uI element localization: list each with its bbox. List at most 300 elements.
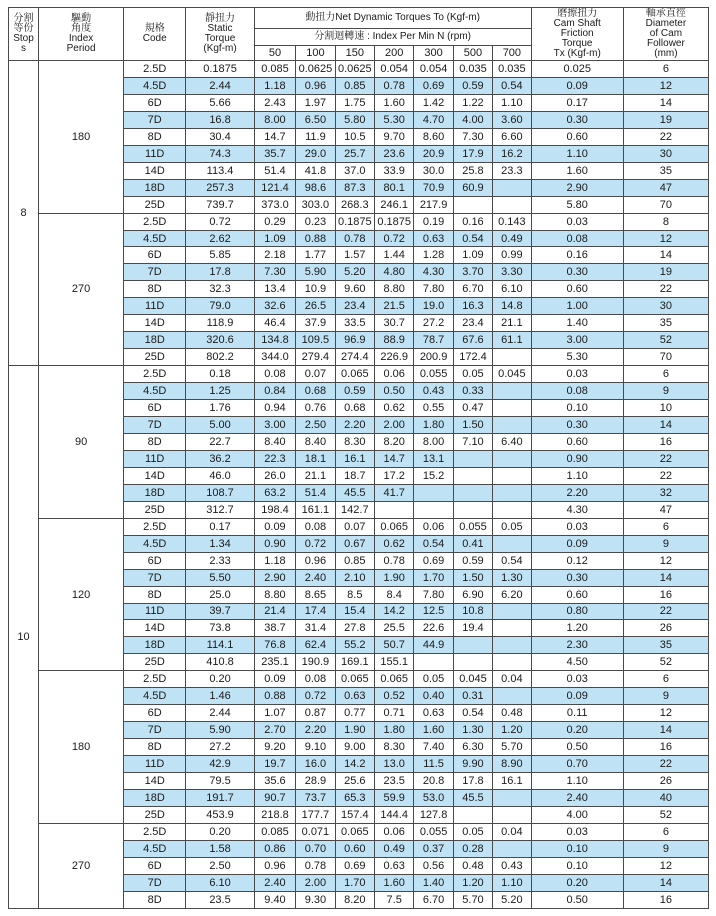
- static-torque-cell: 1.46: [186, 688, 254, 705]
- dynamic-torque-cell: 25.6: [335, 773, 374, 790]
- dynamic-torque-cell: 155.1: [375, 654, 414, 671]
- dynamic-torque-cell: 0.88: [296, 230, 335, 247]
- friction-torque-cell: 0.20: [531, 722, 623, 739]
- dynamic-torque-cell: 0.31: [453, 688, 492, 705]
- friction-torque-cell: 0.30: [531, 264, 623, 281]
- friction-torque-cell: 0.08: [531, 230, 623, 247]
- dynamic-torque-cell: 0.63: [414, 230, 453, 247]
- dynamic-torque-cell: 9.30: [296, 891, 335, 908]
- stops-cell: 10: [9, 366, 39, 909]
- friction-torque-cell: 0.09: [531, 77, 623, 94]
- dynamic-torque-cell: 0.62: [375, 400, 414, 417]
- table-row: [9, 213, 709, 230]
- static-torque-cell: 114.1: [186, 637, 254, 654]
- friction-torque-cell: 0.30: [531, 417, 623, 434]
- dynamic-torque-cell: 0.48: [493, 705, 531, 722]
- static-torque-cell: 32.3: [186, 281, 254, 298]
- code-cell: 14D: [124, 773, 186, 790]
- dynamic-torque-cell: 8.80: [375, 281, 414, 298]
- friction-torque-cell: 1.00: [531, 298, 623, 315]
- dynamic-torque-cell: 0.05: [414, 671, 453, 688]
- dynamic-torque-cell: 0.06: [414, 518, 453, 535]
- table-row: [9, 823, 709, 840]
- dynamic-torque-cell: 23.4: [335, 298, 374, 315]
- follower-diameter-cell: 14: [623, 94, 708, 111]
- dynamic-torque-cell: 0.065: [335, 366, 374, 383]
- friction-torque-cell: 0.60: [531, 281, 623, 298]
- dynamic-torque-cell: 35.6: [254, 773, 295, 790]
- static-torque-cell: 25.0: [186, 586, 254, 603]
- dynamic-torque-cell: 41.7: [375, 484, 414, 501]
- friction-torque-cell: 0.03: [531, 366, 623, 383]
- dynamic-torque-cell: 9.60: [335, 281, 374, 298]
- follower-diameter-cell: 52: [623, 806, 708, 823]
- dynamic-torque-cell: 4.00: [453, 111, 492, 128]
- dynamic-torque-cell: 7.10: [453, 433, 492, 450]
- follower-diameter-cell: 35: [623, 162, 708, 179]
- dynamic-torque-cell: 0.76: [296, 400, 335, 417]
- follower-diameter-cell: 40: [623, 789, 708, 806]
- friction-torque-cell: 0.03: [531, 671, 623, 688]
- dynamic-torque-cell: 0.84: [254, 383, 295, 400]
- dynamic-torque-cell: 16.2: [493, 145, 531, 162]
- dynamic-torque-cell: 0.065: [375, 518, 414, 535]
- code-cell: 7D: [124, 111, 186, 128]
- dynamic-torque-cell: 14.2: [335, 756, 374, 773]
- dynamic-torque-cell: 0.55: [414, 400, 453, 417]
- friction-torque-cell: 0.16: [531, 247, 623, 264]
- dynamic-torque-cell: 1.42: [414, 94, 453, 111]
- dynamic-torque-cell: 0.68: [296, 383, 335, 400]
- code-cell: 7D: [124, 569, 186, 586]
- dynamic-torque-cell: 17.4: [296, 603, 335, 620]
- dynamic-torque-cell: 0.63: [335, 688, 374, 705]
- dynamic-torque-cell: 2.90: [254, 569, 295, 586]
- static-torque-cell: 410.8: [186, 654, 254, 671]
- dynamic-torque-cell: 0.143: [493, 213, 531, 230]
- dynamic-torque-cell: [493, 840, 531, 857]
- dynamic-torque-cell: 274.4: [335, 349, 374, 366]
- code-cell: 8D: [124, 128, 186, 145]
- dynamic-torque-cell: 17.2: [375, 467, 414, 484]
- index-period-cell: 270: [39, 213, 124, 366]
- dynamic-torque-cell: 0.054: [414, 61, 453, 78]
- dynamic-torque-cell: 0.055: [414, 823, 453, 840]
- dynamic-torque-cell: 2.20: [296, 722, 335, 739]
- dynamic-torque-cell: 9.20: [254, 739, 295, 756]
- dynamic-torque-cell: 1.60: [375, 874, 414, 891]
- dynamic-torque-cell: 53.0: [414, 789, 453, 806]
- static-torque-cell: 320.6: [186, 332, 254, 349]
- dynamic-torque-cell: 70.9: [414, 179, 453, 196]
- static-torque-cell: 5.00: [186, 417, 254, 434]
- code-cell: 2.5D: [124, 823, 186, 840]
- speed-header-100: 100: [296, 46, 335, 61]
- dynamic-torque-cell: 51.4: [296, 484, 335, 501]
- dynamic-torque-cell: 37.9: [296, 315, 335, 332]
- friction-torque-cell: 1.20: [531, 620, 623, 637]
- follower-diameter-cell: 16: [623, 586, 708, 603]
- speed-header-700: 700: [493, 46, 531, 61]
- header-index-speed: 分割迴轉速 : Index Per Min N (rpm): [254, 29, 531, 46]
- follower-diameter-cell: 22: [623, 467, 708, 484]
- dynamic-torque-cell: 6.20: [493, 586, 531, 603]
- static-torque-cell: 1.34: [186, 535, 254, 552]
- follower-diameter-cell: 47: [623, 179, 708, 196]
- dynamic-torque-cell: 0.69: [414, 77, 453, 94]
- follower-diameter-cell: 12: [623, 230, 708, 247]
- dynamic-torque-cell: 0.72: [296, 688, 335, 705]
- friction-torque-cell: 0.30: [531, 111, 623, 128]
- dynamic-torque-cell: 1.07: [254, 705, 295, 722]
- code-cell: 7D: [124, 264, 186, 281]
- dynamic-torque-cell: 1.80: [414, 417, 453, 434]
- dynamic-torque-cell: 142.7: [335, 501, 374, 518]
- dynamic-torque-cell: 0.54: [493, 77, 531, 94]
- follower-diameter-cell: 22: [623, 281, 708, 298]
- follower-diameter-cell: 6: [623, 61, 708, 78]
- dynamic-torque-cell: 2.50: [296, 417, 335, 434]
- dynamic-torque-cell: 12.5: [414, 603, 453, 620]
- dynamic-torque-cell: 0.08: [296, 671, 335, 688]
- dynamic-torque-cell: 65.3: [335, 789, 374, 806]
- dynamic-torque-cell: 9.90: [453, 756, 492, 773]
- static-torque-cell: 1.25: [186, 383, 254, 400]
- dynamic-torque-cell: [493, 688, 531, 705]
- friction-torque-cell: 4.00: [531, 806, 623, 823]
- dynamic-torque-cell: 0.06: [375, 823, 414, 840]
- friction-torque-cell: 0.60: [531, 128, 623, 145]
- dynamic-torque-cell: 161.1: [296, 501, 335, 518]
- dynamic-torque-cell: [453, 654, 492, 671]
- dynamic-torque-cell: 0.08: [254, 366, 295, 383]
- dynamic-torque-cell: 30.0: [414, 162, 453, 179]
- dynamic-torque-cell: 0.88: [254, 688, 295, 705]
- code-cell: 4.5D: [124, 230, 186, 247]
- code-cell: 4.5D: [124, 77, 186, 94]
- dynamic-torque-cell: 14.7: [254, 128, 295, 145]
- static-torque-cell: 1.76: [186, 400, 254, 417]
- dynamic-torque-cell: 0.78: [375, 77, 414, 94]
- dynamic-torque-cell: 0.035: [453, 61, 492, 78]
- dynamic-torque-cell: 7.80: [414, 586, 453, 603]
- dynamic-torque-cell: 169.1: [335, 654, 374, 671]
- dynamic-torque-cell: 0.09: [254, 518, 295, 535]
- index-period-cell: 270: [39, 823, 124, 908]
- code-cell: 11D: [124, 756, 186, 773]
- dynamic-torque-cell: 2.40: [254, 874, 295, 891]
- code-cell: 7D: [124, 417, 186, 434]
- dynamic-torque-cell: 0.63: [414, 705, 453, 722]
- dynamic-torque-cell: 1.57: [335, 247, 374, 264]
- dynamic-torque-cell: [493, 349, 531, 366]
- dynamic-torque-cell: [493, 806, 531, 823]
- dynamic-torque-cell: 67.6: [453, 332, 492, 349]
- follower-diameter-cell: 26: [623, 773, 708, 790]
- dynamic-torque-cell: 33.5: [335, 315, 374, 332]
- follower-diameter-cell: 6: [623, 823, 708, 840]
- code-cell: 11D: [124, 450, 186, 467]
- dynamic-torque-cell: 1.22: [453, 94, 492, 111]
- dynamic-torque-cell: 11.9: [296, 128, 335, 145]
- dynamic-torque-cell: [453, 467, 492, 484]
- dynamic-torque-cell: 3.30: [493, 264, 531, 281]
- follower-diameter-cell: 26: [623, 620, 708, 637]
- dynamic-torque-cell: 0.37: [414, 840, 453, 857]
- friction-torque-cell: 1.10: [531, 145, 623, 162]
- dynamic-torque-cell: 21.1: [493, 315, 531, 332]
- dynamic-torque-cell: 2.18: [254, 247, 295, 264]
- dynamic-torque-cell: 62.4: [296, 637, 335, 654]
- dynamic-torque-cell: 1.09: [254, 230, 295, 247]
- dynamic-torque-cell: 7.30: [254, 264, 295, 281]
- dynamic-torque-cell: 0.63: [375, 857, 414, 874]
- dynamic-torque-cell: 7.30: [453, 128, 492, 145]
- dynamic-torque-cell: 8.20: [335, 891, 374, 908]
- dynamic-torque-cell: 96.9: [335, 332, 374, 349]
- friction-torque-cell: 0.03: [531, 213, 623, 230]
- dynamic-torque-cell: 16.1: [335, 450, 374, 467]
- code-cell: 4.5D: [124, 688, 186, 705]
- dynamic-torque-cell: 2.70: [254, 722, 295, 739]
- dynamic-torque-cell: 0.29: [254, 213, 295, 230]
- dynamic-torque-cell: 8.00: [414, 433, 453, 450]
- dynamic-torque-cell: 0.94: [254, 400, 295, 417]
- dynamic-torque-cell: 9.10: [296, 739, 335, 756]
- dynamic-torque-cell: 45.5: [453, 789, 492, 806]
- dynamic-torque-cell: 1.90: [335, 722, 374, 739]
- dynamic-torque-cell: 1.40: [414, 874, 453, 891]
- static-torque-cell: 5.85: [186, 247, 254, 264]
- dynamic-torque-cell: 27.2: [414, 315, 453, 332]
- friction-torque-cell: 0.50: [531, 891, 623, 908]
- dynamic-torque-cell: 0.85: [335, 552, 374, 569]
- dynamic-torque-cell: 0.54: [453, 230, 492, 247]
- code-cell: 18D: [124, 484, 186, 501]
- follower-diameter-cell: 47: [623, 501, 708, 518]
- dynamic-torque-cell: 7.40: [414, 739, 453, 756]
- follower-diameter-cell: 14: [623, 874, 708, 891]
- dynamic-torque-cell: 17.9: [453, 145, 492, 162]
- follower-diameter-cell: 19: [623, 111, 708, 128]
- follower-diameter-cell: 9: [623, 383, 708, 400]
- friction-torque-cell: 0.60: [531, 586, 623, 603]
- dynamic-torque-cell: 0.065: [335, 823, 374, 840]
- dynamic-torque-cell: 23.5: [375, 773, 414, 790]
- dynamic-torque-cell: [453, 196, 492, 213]
- follower-diameter-cell: 16: [623, 739, 708, 756]
- dynamic-torque-cell: 23.3: [493, 162, 531, 179]
- static-torque-cell: 36.2: [186, 450, 254, 467]
- torque-spec-table: [8, 7, 709, 909]
- dynamic-torque-cell: 0.49: [493, 230, 531, 247]
- dynamic-torque-cell: 2.00: [296, 874, 335, 891]
- speed-header-300: 300: [414, 46, 453, 61]
- dynamic-torque-cell: 16.0: [296, 756, 335, 773]
- dynamic-torque-cell: 14.8: [493, 298, 531, 315]
- dynamic-torque-cell: 0.50: [375, 383, 414, 400]
- code-cell: 8D: [124, 433, 186, 450]
- dynamic-torque-cell: 127.8: [414, 806, 453, 823]
- dynamic-torque-cell: 0.054: [375, 61, 414, 78]
- static-torque-cell: 0.20: [186, 823, 254, 840]
- dynamic-torque-cell: 1.30: [453, 722, 492, 739]
- follower-diameter-cell: 12: [623, 857, 708, 874]
- follower-diameter-cell: 16: [623, 433, 708, 450]
- dynamic-torque-cell: 88.9: [375, 332, 414, 349]
- dynamic-torque-cell: 0.055: [414, 366, 453, 383]
- follower-diameter-cell: 30: [623, 298, 708, 315]
- follower-diameter-cell: 14: [623, 569, 708, 586]
- dynamic-torque-cell: 16.3: [453, 298, 492, 315]
- dynamic-torque-cell: 0.28: [453, 840, 492, 857]
- dynamic-torque-cell: [375, 501, 414, 518]
- dynamic-torque-cell: 1.50: [453, 569, 492, 586]
- dynamic-torque-cell: 0.06: [375, 366, 414, 383]
- dynamic-torque-cell: 0.52: [375, 688, 414, 705]
- dynamic-torque-cell: 15.2: [414, 467, 453, 484]
- dynamic-torque-cell: 0.09: [254, 671, 295, 688]
- follower-diameter-cell: 22: [623, 128, 708, 145]
- dynamic-torque-cell: [414, 501, 453, 518]
- code-cell: 14D: [124, 315, 186, 332]
- dynamic-torque-cell: 5.30: [375, 111, 414, 128]
- dynamic-torque-cell: 0.78: [335, 230, 374, 247]
- dynamic-torque-cell: 0.071: [296, 823, 335, 840]
- dynamic-torque-cell: [493, 450, 531, 467]
- static-torque-cell: 23.5: [186, 891, 254, 908]
- static-torque-cell: 0.18: [186, 366, 254, 383]
- friction-torque-cell: 1.40: [531, 315, 623, 332]
- dynamic-torque-cell: 0.41: [453, 535, 492, 552]
- dynamic-torque-cell: 73.7: [296, 789, 335, 806]
- dynamic-torque-cell: 8.5: [335, 586, 374, 603]
- table-row: [9, 366, 709, 383]
- dynamic-torque-cell: 51.4: [254, 162, 295, 179]
- dynamic-torque-cell: 0.70: [296, 840, 335, 857]
- follower-diameter-cell: 12: [623, 705, 708, 722]
- dynamic-torque-cell: 4.80: [375, 264, 414, 281]
- dynamic-torque-cell: 0.54: [453, 705, 492, 722]
- follower-diameter-cell: 35: [623, 637, 708, 654]
- dynamic-torque-cell: 0.96: [296, 77, 335, 94]
- dynamic-torque-cell: 10.8: [453, 603, 492, 620]
- dynamic-torque-cell: 28.9: [296, 773, 335, 790]
- follower-diameter-cell: 35: [623, 315, 708, 332]
- dynamic-torque-cell: 172.4: [453, 349, 492, 366]
- code-cell: 6D: [124, 247, 186, 264]
- dynamic-torque-cell: 0.72: [375, 230, 414, 247]
- dynamic-torque-cell: 13.0: [375, 756, 414, 773]
- dynamic-torque-cell: 63.2: [254, 484, 295, 501]
- code-cell: 8D: [124, 586, 186, 603]
- dynamic-torque-cell: 2.10: [335, 569, 374, 586]
- dynamic-torque-cell: 15.4: [335, 603, 374, 620]
- friction-torque-cell: 1.10: [531, 467, 623, 484]
- static-torque-cell: 453.9: [186, 806, 254, 823]
- friction-torque-cell: 0.20: [531, 874, 623, 891]
- code-cell: 25D: [124, 806, 186, 823]
- dynamic-torque-cell: [453, 484, 492, 501]
- speed-header-500: 500: [453, 46, 492, 61]
- dynamic-torque-cell: 268.3: [335, 196, 374, 213]
- dynamic-torque-cell: [453, 450, 492, 467]
- dynamic-torque-cell: 8.4: [375, 586, 414, 603]
- dynamic-torque-cell: 1.18: [254, 77, 295, 94]
- dynamic-torque-cell: 25.8: [453, 162, 492, 179]
- static-torque-cell: 2.50: [186, 857, 254, 874]
- dynamic-torque-cell: 25.7: [335, 145, 374, 162]
- index-period-cell: 180: [39, 671, 124, 824]
- dynamic-torque-cell: 27.8: [335, 620, 374, 637]
- dynamic-torque-cell: 0.69: [335, 857, 374, 874]
- code-cell: 25D: [124, 349, 186, 366]
- follower-diameter-cell: 19: [623, 264, 708, 281]
- dynamic-torque-cell: 20.9: [414, 145, 453, 162]
- header-code: 規格 Code: [124, 8, 186, 61]
- dynamic-torque-cell: 0.69: [414, 552, 453, 569]
- dynamic-torque-cell: 3.60: [493, 111, 531, 128]
- code-cell: 25D: [124, 501, 186, 518]
- dynamic-torque-cell: 0.59: [453, 552, 492, 569]
- dynamic-torque-cell: 0.045: [493, 366, 531, 383]
- friction-torque-cell: 4.30: [531, 501, 623, 518]
- dynamic-torque-cell: 45.5: [335, 484, 374, 501]
- dynamic-torque-cell: 157.4: [335, 806, 374, 823]
- code-cell: 18D: [124, 179, 186, 196]
- dynamic-torque-cell: 1.60: [414, 722, 453, 739]
- static-torque-cell: 802.2: [186, 349, 254, 366]
- code-cell: 18D: [124, 637, 186, 654]
- code-cell: 7D: [124, 722, 186, 739]
- static-torque-cell: 79.5: [186, 773, 254, 790]
- dynamic-torque-cell: [493, 400, 531, 417]
- dynamic-torque-cell: 30.7: [375, 315, 414, 332]
- dynamic-torque-cell: 6.60: [493, 128, 531, 145]
- dynamic-torque-cell: 0.48: [453, 857, 492, 874]
- static-torque-cell: 6.10: [186, 874, 254, 891]
- dynamic-torque-cell: 3.00: [254, 417, 295, 434]
- friction-torque-cell: 2.90: [531, 179, 623, 196]
- code-cell: 14D: [124, 162, 186, 179]
- dynamic-torque-cell: 37.0: [335, 162, 374, 179]
- static-torque-cell: 2.33: [186, 552, 254, 569]
- code-cell: 4.5D: [124, 383, 186, 400]
- dynamic-torque-cell: 121.4: [254, 179, 295, 196]
- dynamic-torque-cell: 5.90: [296, 264, 335, 281]
- code-cell: 6D: [124, 552, 186, 569]
- friction-torque-cell: 2.20: [531, 484, 623, 501]
- dynamic-torque-cell: [493, 467, 531, 484]
- static-torque-cell: 27.2: [186, 739, 254, 756]
- friction-torque-cell: 0.09: [531, 535, 623, 552]
- speed-header-200: 200: [375, 46, 414, 61]
- dynamic-torque-cell: 3.70: [453, 264, 492, 281]
- follower-diameter-cell: 9: [623, 688, 708, 705]
- dynamic-torque-cell: 8.80: [254, 586, 295, 603]
- code-cell: 8D: [124, 891, 186, 908]
- code-cell: 7D: [124, 874, 186, 891]
- follower-diameter-cell: 6: [623, 671, 708, 688]
- dynamic-torque-cell: 0.56: [414, 857, 453, 874]
- follower-diameter-cell: 70: [623, 196, 708, 213]
- dynamic-torque-cell: 1.44: [375, 247, 414, 264]
- dynamic-torque-cell: 9.00: [335, 739, 374, 756]
- header-follower-diameter: 軸承直徑 Diameter of Cam Follower (mm): [623, 8, 708, 61]
- dynamic-torque-cell: 18.1: [296, 450, 335, 467]
- static-torque-cell: 0.20: [186, 671, 254, 688]
- friction-torque-cell: 0.60: [531, 433, 623, 450]
